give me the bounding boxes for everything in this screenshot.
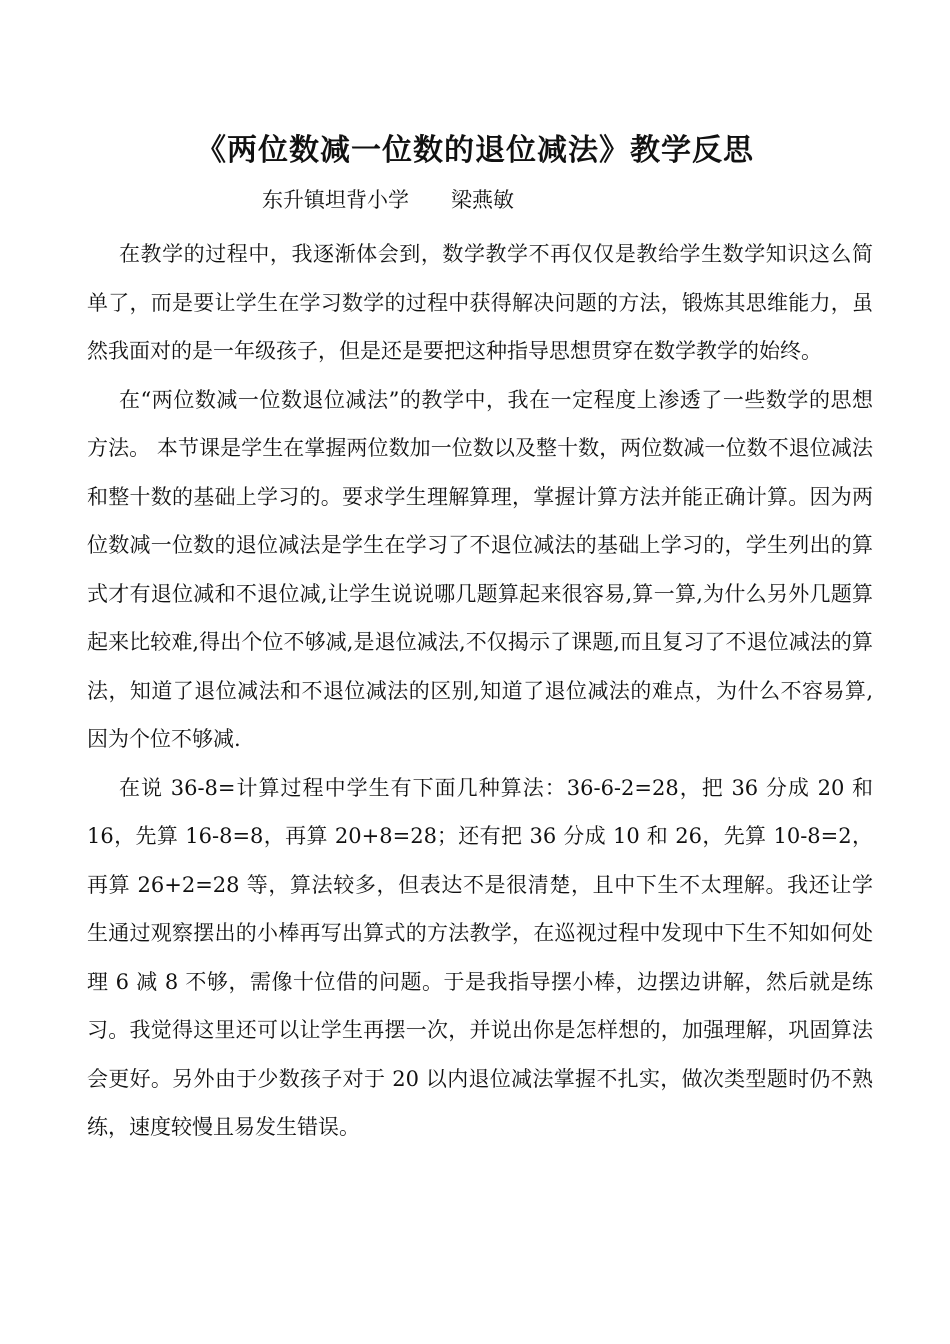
document-body [87,230,873,1152]
document-title: 《两位数减一位数的退位减法》教学反思 [196,133,754,168]
paragraph-1: 在教学的过程中，我逐渐体会到，数学教学不再仅仅是教给学生数学知识这么简单了，而是要让学生在学习数学的过程中获得解决问题的方法，锻炼其思维能力，虽然我面对的是一年级孩子，但是还是要把这种指导思想贯穿在数学教学的始终。 [87,242,873,363]
paragraph-2: 在“两位数减一位数退位减法”的教学中，我在一定程度上渗透了一些数学的思想方法。 本节课是学生在掌握两位数加一位数以及整十数，两位数减一位数不退位减法和整十数的基础上学习的。要求学生理解算理，掌握计算方法并能正确计算。因为两位数减一位数的退位减法是学生在学习了不退位减法的基础上学习的，学生列出的算式才有退位减和不退位减,让学生说说哪几题算起来很容易,算一算,为什么另外几题算起来比较难,得出个位不够减,是退位减法,不仅揭示了课题,而且复习了不退位减法的算法，知道了退位减法和不退位减法的区别,知道了退位减法的难点，为什么不容易算,因为个位不够减. [87,387,873,751]
paragraph-3: 在说 36-8=计算过程中学生有下面几种算法：36-6-2=28，把 36 分成 20 和 16，先算 16-8=8，再算 20+8=28；还有把 36 分成 10 和 26，先算 10-8=2，再算 26+2=28 等，算法较多，但表达不是很清楚，且中下生不太理解。我还让学生通过观察摆出的小棒再写出算式的方法教学，在巡视过程中发现中下生不知如何处理 6 减 8 不够，需像十位借的问题。于是我指导摆小棒，边摆边讲解，然后就是练习。我觉得这里还可以让学生再摆一次，并说出你是怎样想的，加强理解，巩固算法会更好。另外由于少数孩子对于 20 以内退位减法掌握不扎实，做次类型题时仍不熟练，速度较慢且易发生错误。 [87,775,873,1139]
school-name: 东升镇坦背小学 [262,188,409,212]
byline [262,185,514,215]
author-name: 梁燕敏 [451,188,514,212]
